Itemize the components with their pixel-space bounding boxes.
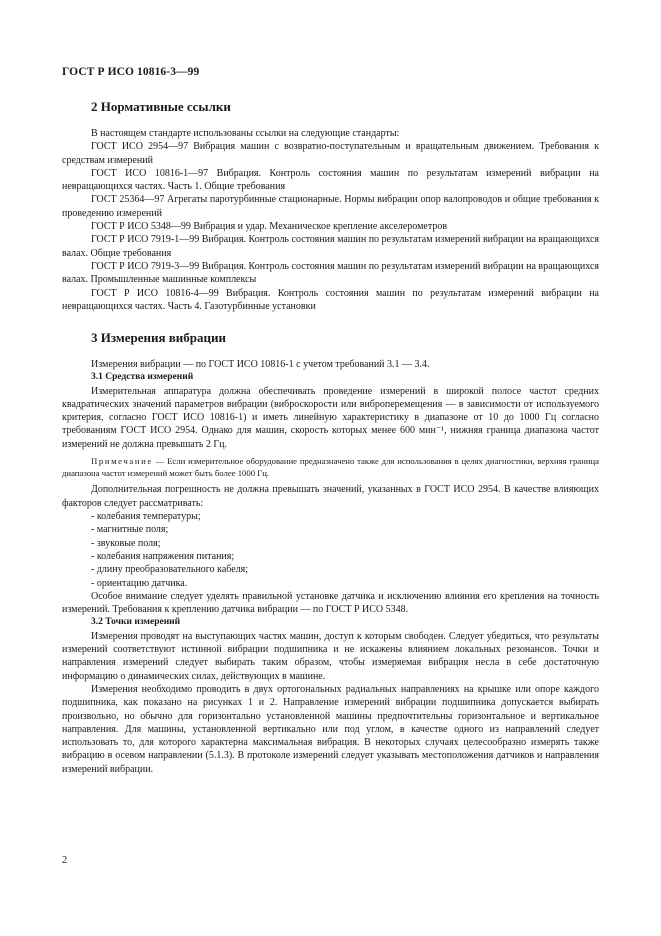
list-item: - звуковые поля; <box>91 537 161 549</box>
paragraph: Измерения необходимо проводить в двух ортогональных радиальных направлениях на крышке или опоре каждого подшипника, как показано на рисунках 1 и 2. Направление измерений вибрации подшипника допускается выбирать произвольно, но обычно для горизонтально установленной машины предпочтительны горизонтальное и вертикальное направления. Для машины, установленной вертикально или под углом, в качестве одного из направлений следует использовать то, для которого характерна максимальная вибрация. В некоторых случаях целесообразно измерять также вибрацию в осевом направлении (5.1.3). В протоколе измерений следует указывать местоположения датчиков и направления измерений вибрации. <box>62 683 599 775</box>
note <box>62 455 599 479</box>
reference-item: ГОСТ Р ИСО 10816-4—99 Вибрация. Контроль состояния машин по результатам измерений вибрации на невращающихся частях. Часть 4. Газотурбинные установки <box>62 287 599 312</box>
reference-item: ГОСТ Р ИСО 7919-3—99 Вибрация. Контроль состояния машин по результатам измерений вибрации на вращающихся валах. Промышленные машинные комплексы <box>62 260 599 286</box>
section-2-body <box>62 127 599 313</box>
reference-item: ГОСТ Р ИСО 7919-1—99 Вибрация. Контроль состояния машин по результатам измерений вибрации на вращающихся валах. Общие требования <box>62 234 599 259</box>
reference-item: ГОСТ ИСО 2954—97 Вибрация машин с возвратно-поступательным и вращательным движением. Требования к средствам измерений <box>62 141 599 166</box>
reference-item: ГОСТ Р ИСО 5348—99 Вибрация и удар. Механическое крепление акселерометров <box>91 221 448 233</box>
reference-item: ГОСТ 25364—97 Агрегаты паротурбинные стационарные. Нормы вибрации опор валопроводов и общие требования к проведению измерений <box>62 194 599 219</box>
paragraph: Измерительная аппаратура должна обеспечивать проведение измерений в широкой полосе частот средних квадратических значений параметров вибрации (виброскорости или виброперемещения — в зависимости от используемого критерия, согласно ГОСТ ИСО 10816-1) и иметь линейную характеристику в диапазоне от 10 до 1000 Гц согласно требованиям ГОСТ ИСО 2954. Однако для машин, скорость которых менее 600 мин⁻¹, нижняя граница диапазона частот измерений не должна превышать 2 Гц. <box>62 385 599 450</box>
note-label: Примечание <box>91 456 153 467</box>
list-item: - колебания температуры; <box>91 511 201 523</box>
subsection-3-2-title: 3.2 Точки измерений <box>91 617 181 628</box>
section-2-title: 2 Нормативные ссылки <box>91 99 231 114</box>
reference-item: ГОСТ ИСО 10816-1—97 Вибрация. Контроль состояния машин по результатам измерений вибрации на невращающихся частях. Часть 1. Общие требования <box>62 167 599 193</box>
note-text: — Если измерительное оборудование предназначено также для использования в целях диагностики, верхняя граница диапазона частот измерений может быть более 1000 Гц. <box>62 456 599 479</box>
list-item: - колебания напряжения питания; <box>91 550 235 562</box>
subsection-3-1-title: 3.1 Средства измерений <box>91 372 194 383</box>
paragraph: Измерения проводят на выступающих частях машин, доступ к которым свободен. Следует убедиться, что результаты измерений соответствуют истинной вибрации подшипника и не искажены влиянием локальных резонансов. Точки и направления измерений следует выбирать таким образом, чтобы измеряемая вибрация несла в себе достаточную информацию о динамических силах, действующих в машине. <box>62 630 599 682</box>
section-3-title: 3 Измерения вибрации <box>91 330 227 345</box>
paragraph: Дополнительная погрешность не должна превышать значений, указанных в ГОСТ ИСО 2954. В качестве влияющих факторов следует рассматривать: <box>62 484 599 509</box>
section-2-intro: В настоящем стандарте использованы ссылки на следующие стандарты: <box>91 128 400 139</box>
list-item: - ориентацию датчика. <box>91 577 188 589</box>
page-number: 2 <box>62 855 68 866</box>
section-3-intro: Измерения вибрации — по ГОСТ ИСО 10816-1 с учетом требований 3.1 — 3.4. <box>91 359 430 370</box>
page-header: ГОСТ Р ИСО 10816-3—99 <box>62 66 200 78</box>
list-item: - длину преобразовательного кабеля; <box>91 564 249 576</box>
list-item: - магнитные поля; <box>91 524 169 536</box>
section-3-body <box>62 358 599 776</box>
paragraph: Особое внимание следует уделять правильной установке датчика и исключению влияния его крепления на точность измерений. Требования к креплению датчика вибрации — по ГОСТ Р ИСО 5348. <box>62 590 599 616</box>
